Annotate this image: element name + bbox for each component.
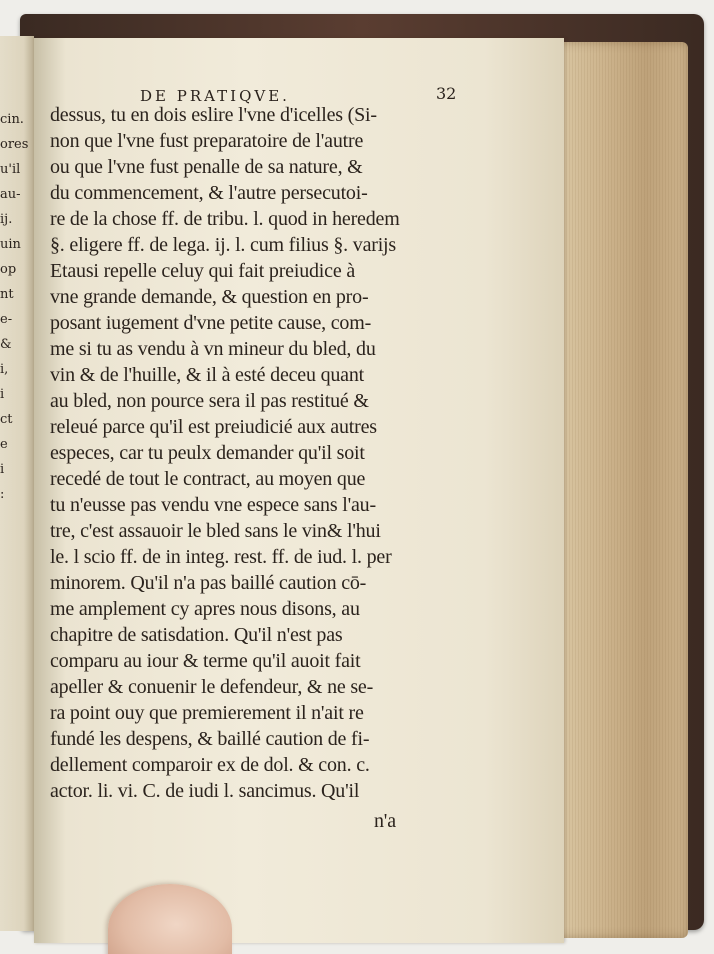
running-head: DE PRATIQVE. bbox=[140, 87, 290, 105]
text-line: ou que l'vne fust penalle de sa nature, & bbox=[50, 156, 363, 178]
catchword: n'a bbox=[374, 810, 396, 832]
text-line: dellement comparoir ex de dol. & con. c. bbox=[50, 754, 370, 776]
text-line: posant iugement d'vne petite cause, com- bbox=[50, 312, 372, 334]
text-line: ra point ouy que premierement il n'ait re bbox=[50, 702, 364, 724]
text-line: fundé les despens, & baillé caution de fi- bbox=[50, 728, 370, 750]
text-line: actor. li. vi. C. de iudi l. sancimus. Qu'il bbox=[50, 780, 360, 802]
left-page-fragment: ct bbox=[0, 412, 13, 427]
left-page-fragment: i bbox=[0, 387, 5, 402]
text-line: tu n'eusse pas vendu vne espece sans l'au- bbox=[50, 494, 376, 516]
text-line: me amplement cy apres nous disons, au bbox=[50, 598, 360, 620]
text-line: non que l'vne fust preparatoire de l'autre bbox=[50, 130, 364, 152]
text-line: re de la chose ff. de tribu. l. quod in heredem bbox=[50, 208, 400, 230]
left-page-fragment: au- bbox=[0, 187, 21, 202]
left-page-fragment: i bbox=[0, 462, 5, 477]
left-page-edge bbox=[0, 36, 34, 931]
text-line: au bled, non pource sera il pas restitué & bbox=[50, 390, 369, 412]
left-page-fragment: : bbox=[0, 487, 5, 502]
page-number: 32 bbox=[436, 84, 457, 103]
left-page-fragment: e bbox=[0, 437, 8, 452]
text-line: dessus, tu en dois eslire l'vne d'icelles (Si- bbox=[50, 104, 377, 126]
text-line: minorem. Qu'il n'a pas baillé caution cō- bbox=[50, 572, 367, 594]
right-page bbox=[34, 38, 564, 943]
left-page-fragment: nt bbox=[0, 287, 14, 302]
left-page-fragment: ij. bbox=[0, 212, 13, 227]
left-page-fragment: u'il bbox=[0, 162, 21, 177]
text-line: tre, c'est assauoir le bled sans le vin& l'hui bbox=[50, 520, 381, 542]
text-line: du commencement, & l'autre persecutoi- bbox=[50, 182, 368, 204]
left-page-fragment: e- bbox=[0, 312, 13, 327]
left-page-fragment: op bbox=[0, 262, 17, 277]
text-line: chapitre de satisdation. Qu'il n'est pas bbox=[50, 624, 343, 646]
left-page-fragment: ores bbox=[0, 137, 29, 152]
left-page-fragment: cin. bbox=[0, 112, 24, 127]
left-page-fragment: i, bbox=[0, 362, 9, 377]
text-line: releué parce qu'il est preiudicié aux autres bbox=[50, 416, 377, 438]
text-line: le. l scio ff. de in integ. rest. ff. de iud. l. per bbox=[50, 546, 392, 568]
text-line: vne grande demande, & question en pro- bbox=[50, 286, 369, 308]
text-line: apeller & conuenir le defendeur, & ne se- bbox=[50, 676, 374, 698]
left-page-fragment: uin bbox=[0, 237, 21, 252]
text-line: §. eligere ff. de lega. ij. l. cum filius §. varijs bbox=[50, 234, 397, 256]
text-line: Etausi repelle celuy qui fait preiudice à bbox=[50, 260, 355, 282]
text-line: comparu au iour & terme qu'il auoit fait bbox=[50, 650, 361, 672]
text-line: especes, car tu peulx demander qu'il soit bbox=[50, 442, 365, 464]
text-line: vin & de l'huille, & il à esté deceu quant bbox=[50, 364, 365, 386]
text-line: recedé de tout le contract, au moyen que bbox=[50, 468, 366, 490]
text-line: me si tu as vendu à vn mineur du bled, du bbox=[50, 338, 376, 360]
left-page-fragment: & bbox=[0, 337, 12, 352]
page-block-edge bbox=[548, 42, 688, 938]
